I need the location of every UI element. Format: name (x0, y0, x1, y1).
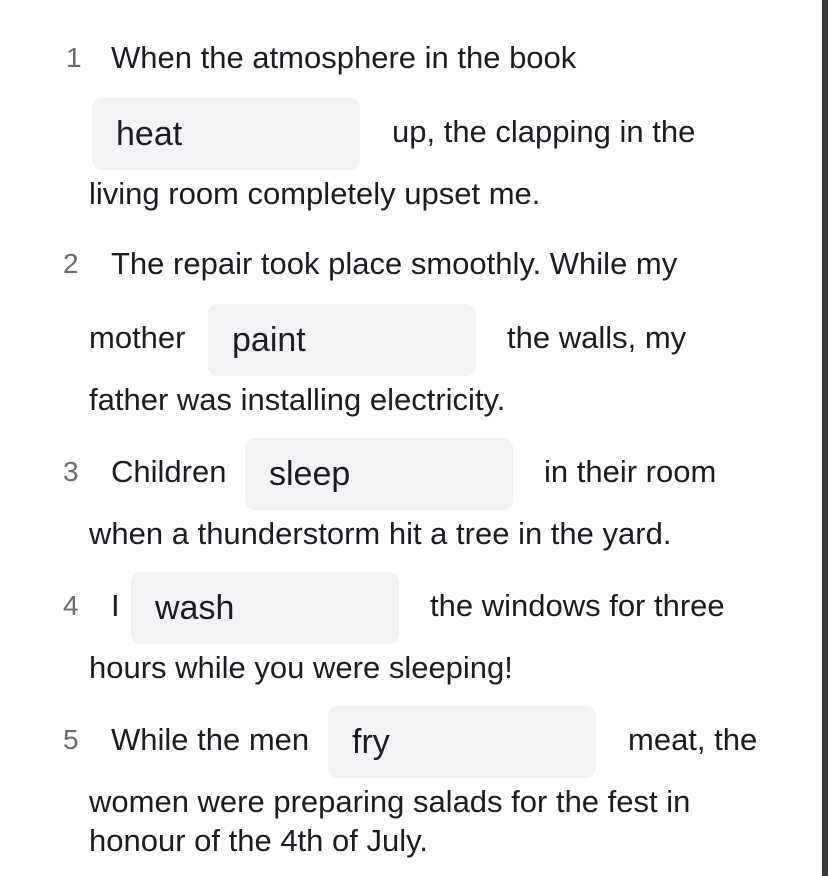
answer-field-5[interactable]: fry (328, 706, 596, 778)
item-number: 1 (66, 42, 82, 73)
sentence-text: when a thunderstorm hit a tree in the yard. (89, 516, 672, 551)
sentence-text: the windows for three (430, 588, 725, 623)
item-number: 3 (63, 456, 79, 487)
sentence-text: While the men (111, 722, 310, 757)
item-number: 5 (63, 724, 79, 755)
item-number: 2 (63, 248, 79, 279)
sentence-text: father was installing electricity. (89, 382, 506, 417)
sentence-text: The repair took place smoothly. While my (111, 246, 678, 281)
sentence-text: the walls, my (507, 320, 687, 355)
item-number: 4 (63, 590, 79, 621)
sentence-text: up, the clapping in the (392, 114, 696, 149)
sentence-text: living room completely upset me. (89, 176, 541, 211)
answer-field-2[interactable]: paint (208, 304, 476, 376)
sentence-text: women were preparing salads for the fest in (89, 784, 691, 819)
sentence-text: honour of the 4th of July. (89, 823, 428, 858)
sentence-text: meat, the (628, 722, 758, 757)
sentence-text: I (111, 588, 120, 623)
answer-field-3[interactable]: sleep (245, 438, 513, 510)
sentence-text: Children (111, 454, 227, 489)
sentence-text: When the atmosphere in the book (111, 40, 577, 75)
sentence-text: in their room (544, 454, 717, 489)
scrollbar[interactable] (822, 0, 828, 876)
answer-field-1[interactable]: heat (92, 98, 360, 170)
answer-field-4[interactable]: wash (131, 572, 399, 644)
sentence-text: hours while you were sleeping! (89, 650, 513, 685)
sentence-text: mother (89, 320, 186, 355)
